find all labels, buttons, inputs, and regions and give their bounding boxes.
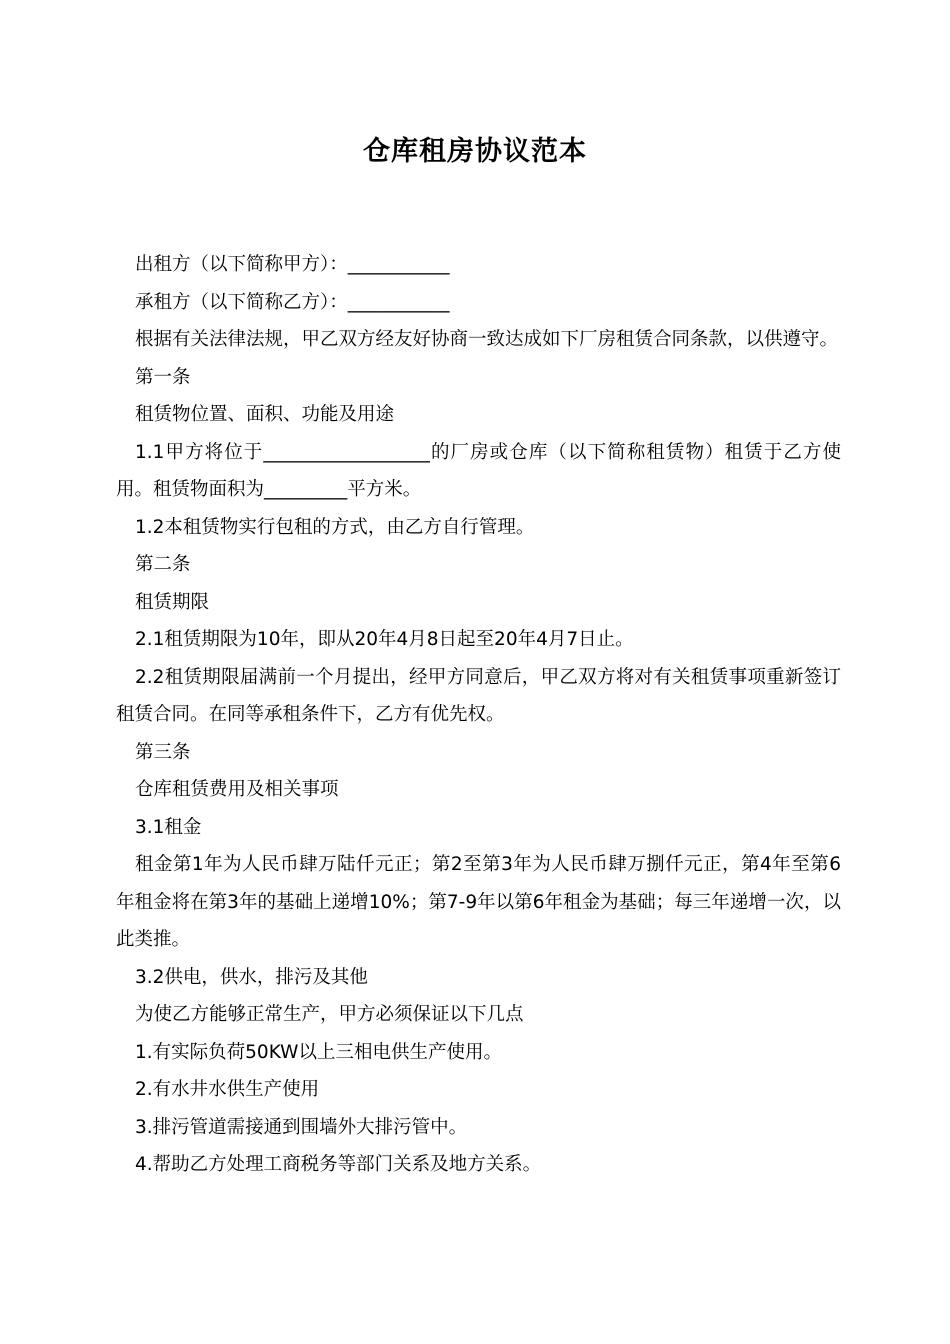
document-body [116, 246, 841, 1184]
document-title: 仓库租房协议范本 [363, 136, 587, 167]
list-item-relations: 4.帮助乙方处理工商税务等部门关系及地方关系。 [135, 1154, 542, 1175]
clause-1-2: 1.2本租赁物实行包租的方式，由乙方自行管理。 [135, 516, 535, 538]
rent-paragraph: 租金第1年为人民币肆万陆仟元正；第2至第3年为人民币肆万捌仟元正，第4年至第6年租金将在第3年的基础上递增10%；第7-9年以第6年租金为基础；每三年递增一次，以此类推。 [116, 854, 841, 950]
clause-1-1: 1.1甲方将位于__________________的厂房或仓库（以下简称租赁物）租赁于乙方使用。租赁物面积为_________平方米。 [116, 441, 841, 500]
list-item-water: 2.有水井水供生产使用 [135, 1079, 320, 1100]
preamble-paragraph: 根据有关法律法规，甲乙双方经友好协商一致达成如下厂房租赁合同条款，以供遵守。 [135, 329, 839, 350]
article-3-subject: 仓库租赁费用及相关事项 [135, 779, 339, 800]
lessor-line: 出租方（以下简称甲方）：___________ [135, 254, 450, 275]
utilities-intro: 为使乙方能够正常生产，甲方必须保证以下几点 [135, 1004, 524, 1025]
lessee-line: 承租方（以下简称乙方）：___________ [135, 291, 450, 313]
article-2-heading: 第二条 [135, 554, 191, 575]
article-3-heading: 第三条 [135, 741, 191, 763]
clause-3-2: 3.2供电，供水，排污及其他 [135, 966, 368, 988]
clause-3-1: 3.1租金 [135, 816, 202, 838]
article-1-subject: 租赁物位置、面积、功能及用途 [135, 404, 395, 425]
clause-2-2: 2.2租赁期限届满前一个月提出，经甲方同意后，甲乙双方将对有关租赁事项重新签订租赁合同。在同等承租条件下，乙方有优先权。 [116, 666, 841, 725]
article-1-heading: 第一条 [135, 366, 191, 388]
list-item-drainage: 3.排污管道需接通到围墙外大排污管中。 [135, 1116, 468, 1138]
article-2-subject: 租赁期限 [135, 591, 210, 613]
clause-2-1: 2.1租赁期限为10年，即从20年4月8日起至20年4月7日止。 [135, 629, 634, 650]
list-item-power: 1.有实际负荷50KW以上三相电供生产使用。 [135, 1041, 502, 1063]
